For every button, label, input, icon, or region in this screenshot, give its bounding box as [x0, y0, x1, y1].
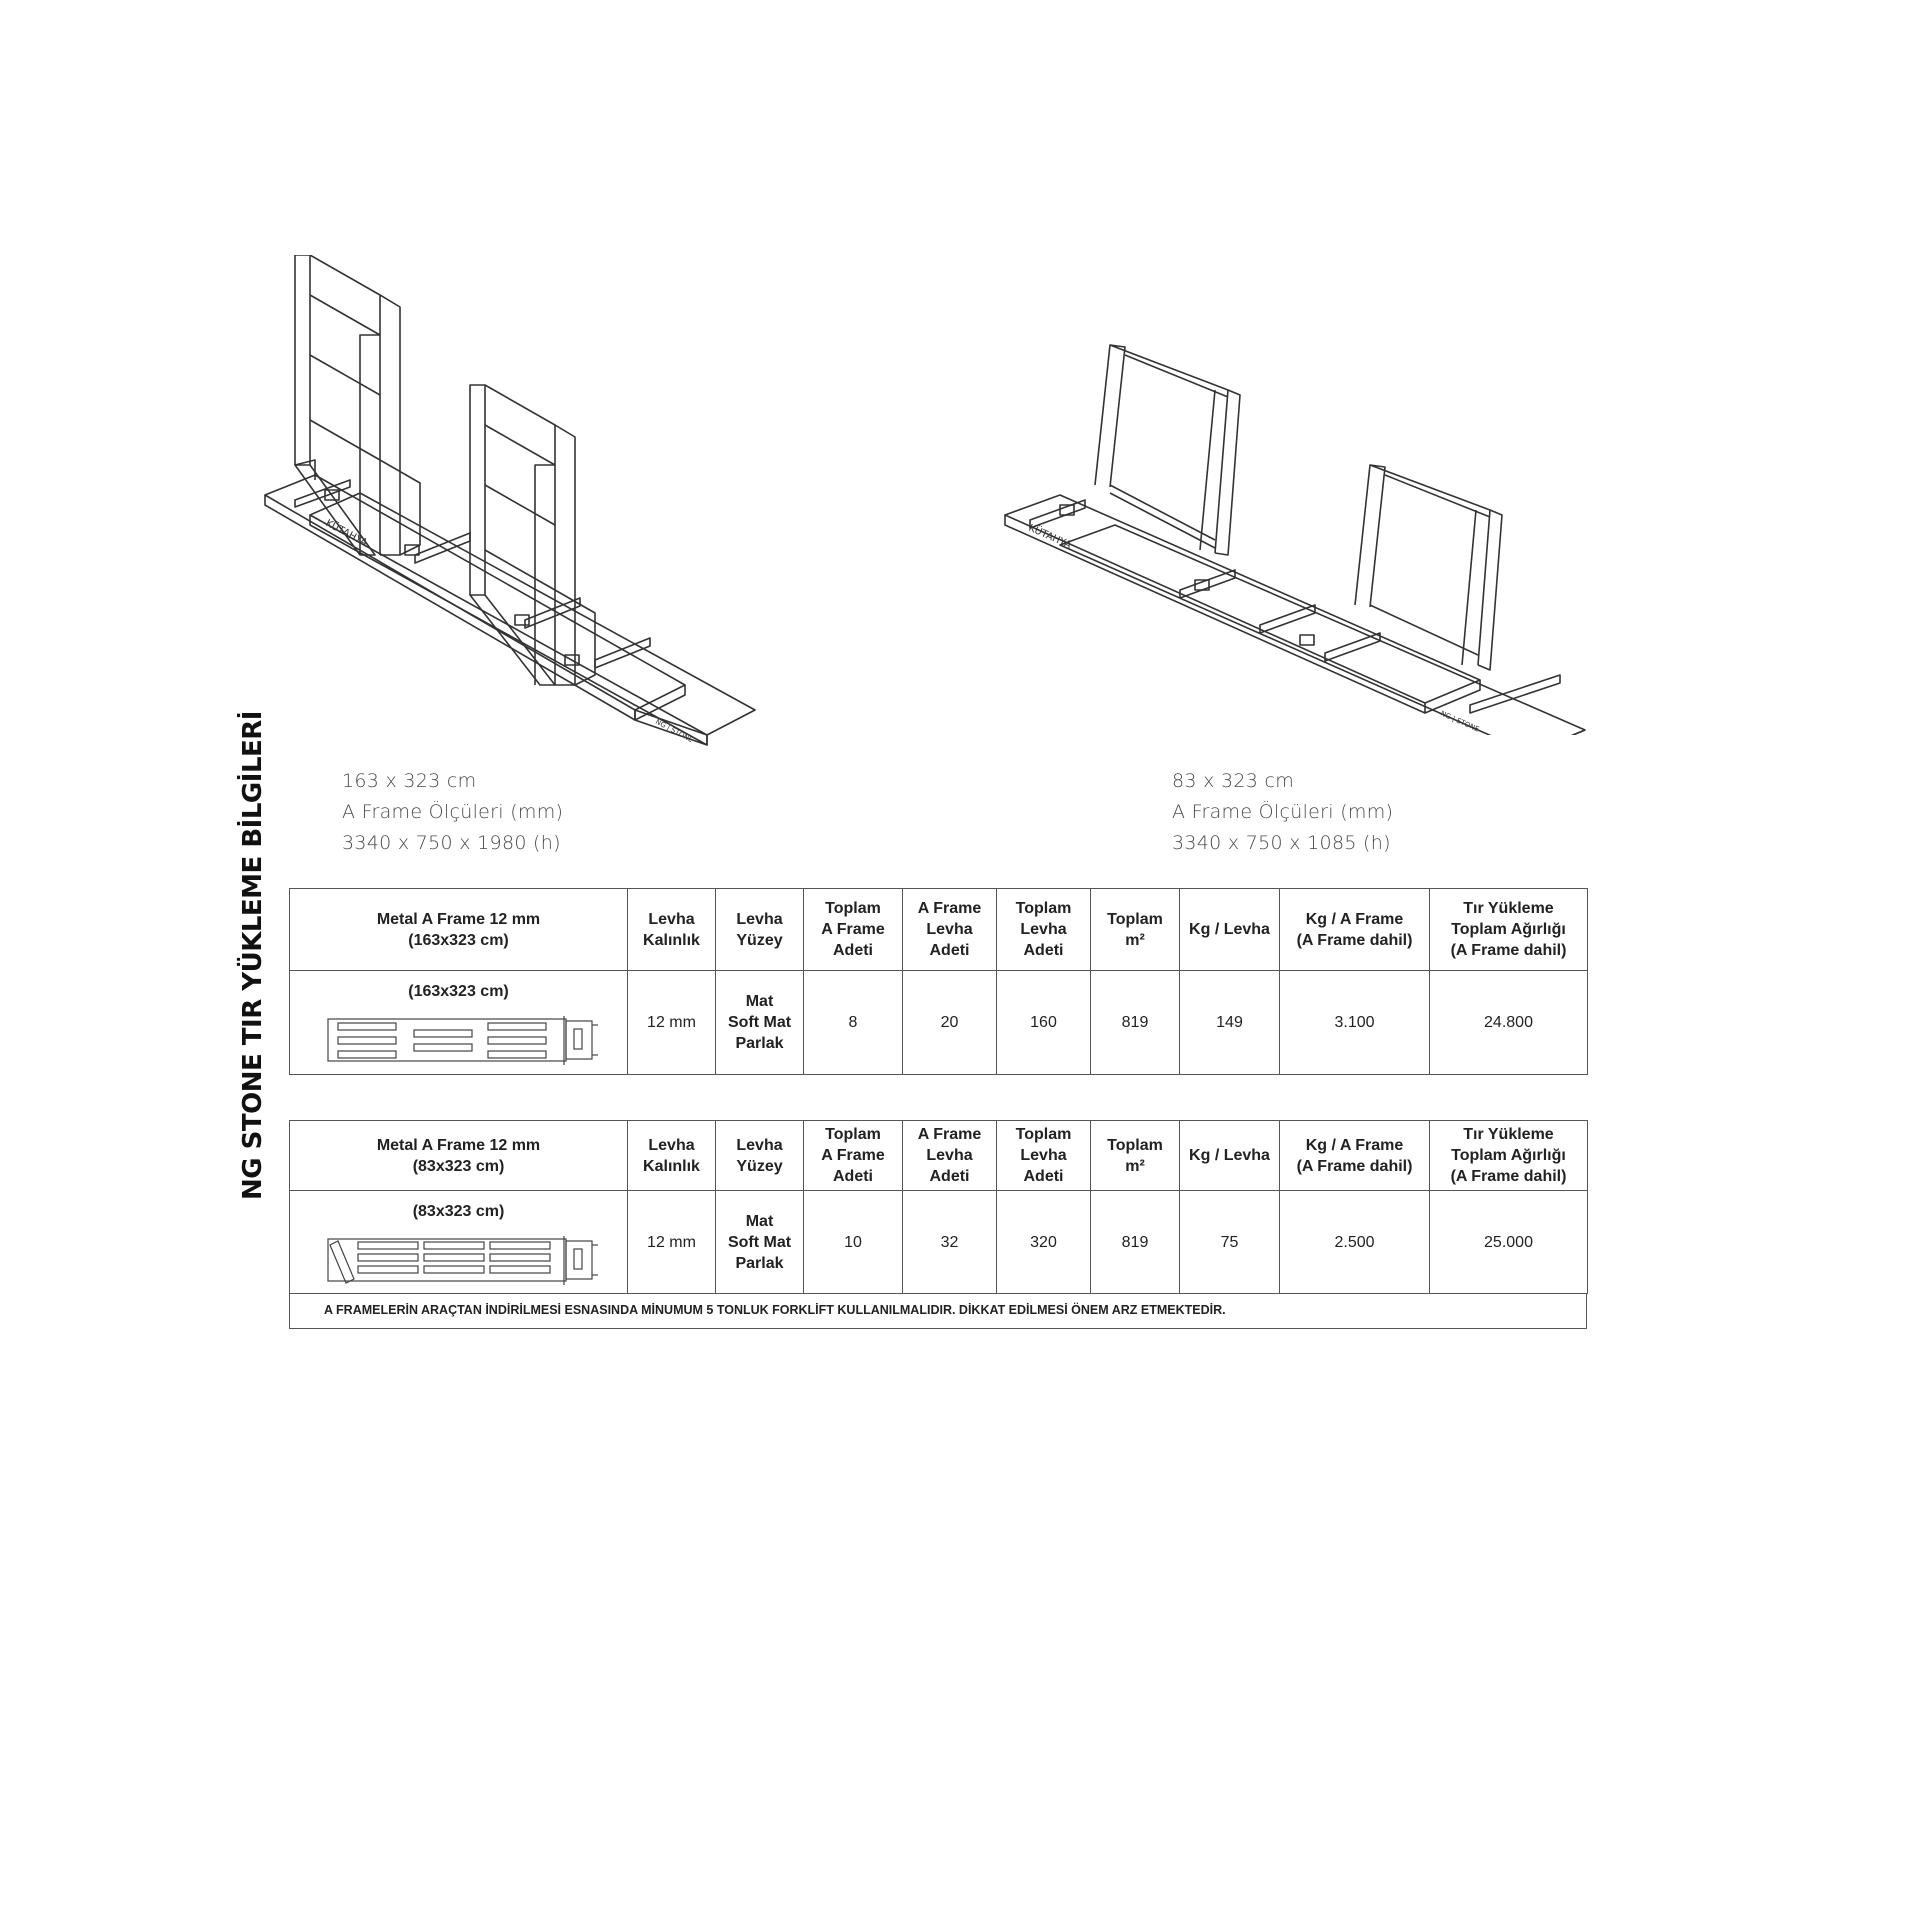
tall-aframe-drawing — [255, 255, 815, 775]
total-aframe-cell: 8 — [804, 971, 903, 1075]
surface-header: Levha Yüzey — [716, 889, 804, 971]
total-m2-cell: 819 — [1091, 1191, 1180, 1294]
thickness-cell: 12 mm — [628, 1191, 716, 1294]
total-aframe-header: Toplam A Frame Adeti — [804, 1121, 903, 1191]
kg-aframe-cell: 2.500 — [1280, 1191, 1430, 1294]
truck-total-header: Tır Yükleme Toplam Ağırlığı (A Frame dahil) — [1430, 889, 1588, 971]
frame-1-caption — [342, 766, 563, 859]
truck-diagram-cell — [290, 1191, 628, 1294]
kg-aframe-header: Kg / A Frame (A Frame dahil) — [1280, 1121, 1430, 1191]
total-slabs-cell: 320 — [997, 1191, 1091, 1294]
total-slabs-cell: 160 — [997, 971, 1091, 1075]
table-row — [290, 1191, 1588, 1294]
forklift-notice: A FRAMELERİN ARAÇTAN İNDİRİLMESİ ESNASINDA MİNUMUM 5 TONLUK FORKLİFT KULLANILMALIDIR. DİKKAT EDİLMESİ ÖNEM ARZ ETMEKTEDİR. — [289, 1293, 1587, 1329]
total-m2-header: Toplam m² — [1091, 1121, 1180, 1191]
total-m2-cell: 819 — [1091, 971, 1180, 1075]
product-header: Metal A Frame 12 mm (83x323 cm) — [290, 1121, 628, 1191]
kg-aframe-header: Kg / A Frame (A Frame dahil) — [1280, 889, 1430, 971]
frame-2-caption — [1172, 766, 1393, 859]
kg-slab-cell: 75 — [1180, 1191, 1280, 1294]
frame-1-dims-label: A Frame Ölçüleri (mm) — [342, 801, 564, 823]
total-aframe-header: Toplam A Frame Adeti — [804, 889, 903, 971]
frame-2-dims-label: A Frame Ölçüleri (mm) — [1172, 801, 1394, 823]
thickness-cell: 12 mm — [628, 971, 716, 1075]
surface-cell: Mat Soft Mat Parlak — [716, 1191, 804, 1294]
table-header-row — [290, 1121, 1588, 1191]
product-header: Metal A Frame 12 mm (163x323 cm) — [290, 889, 628, 971]
total-slabs-header: Toplam Levha Adeti — [997, 1121, 1091, 1191]
kg-slab-cell: 149 — [1180, 971, 1280, 1075]
aframe-slabs-cell: 20 — [903, 971, 997, 1075]
aframe-slabs-header: A Frame Levha Adeti — [903, 1121, 997, 1191]
table-header-row — [290, 889, 1588, 971]
thickness-header: Levha Kalınlık — [628, 889, 716, 971]
spec-table-163 — [289, 888, 1588, 1075]
frame-2-brand-text-2: NG | STONE — [1439, 709, 1481, 734]
surface-header: Levha Yüzey — [716, 1121, 804, 1191]
frame-1-brand-text-2: NG | STONE — [654, 717, 695, 745]
short-aframe-drawing — [1000, 335, 1600, 735]
kg-slab-header: Kg / Levha — [1180, 1121, 1280, 1191]
vertical-page-title: NG STONE TIR YÜKLEME BİLGİLERİ — [238, 711, 268, 1200]
frame-1-dims-value: 3340 x 750 x 1980 (h) — [342, 832, 561, 854]
truck-diagram-label: (163x323 cm) — [408, 983, 509, 1000]
frame-2-size: 83 x 323 cm — [1172, 770, 1295, 792]
total-m2-header: Toplam m² — [1091, 889, 1180, 971]
truck-total-cell: 25.000 — [1430, 1191, 1588, 1294]
truck-diagram-cell — [290, 971, 628, 1075]
truck-layout-diagram — [324, 1235, 604, 1287]
kg-aframe-cell: 3.100 — [1280, 971, 1430, 1075]
total-slabs-header: Toplam Levha Adeti — [997, 889, 1091, 971]
frame-2-dims-value: 3340 x 750 x 1085 (h) — [1172, 832, 1391, 854]
truck-diagram-label: (83x323 cm) — [412, 1203, 505, 1220]
frame-1-brand-text: KÜTAHYA — [323, 517, 369, 550]
truck-total-header: Tır Yükleme Toplam Ağırlığı (A Frame dahil) — [1430, 1121, 1588, 1191]
thickness-header: Levha Kalınlık — [628, 1121, 716, 1191]
aframe-slabs-header: A Frame Levha Adeti — [903, 889, 997, 971]
aframe-slabs-cell: 32 — [903, 1191, 997, 1294]
frame-1-size: 163 x 323 cm — [342, 770, 477, 792]
surface-cell: Mat Soft Mat Parlak — [716, 971, 804, 1075]
total-aframe-cell: 10 — [804, 1191, 903, 1294]
table-row — [290, 971, 1588, 1075]
spec-table-83 — [289, 1120, 1588, 1294]
frame-2-brand-text: KÜTAHYA — [1026, 522, 1073, 552]
truck-total-cell: 24.800 — [1430, 971, 1588, 1075]
truck-layout-diagram — [324, 1015, 604, 1067]
kg-slab-header: Kg / Levha — [1180, 889, 1280, 971]
